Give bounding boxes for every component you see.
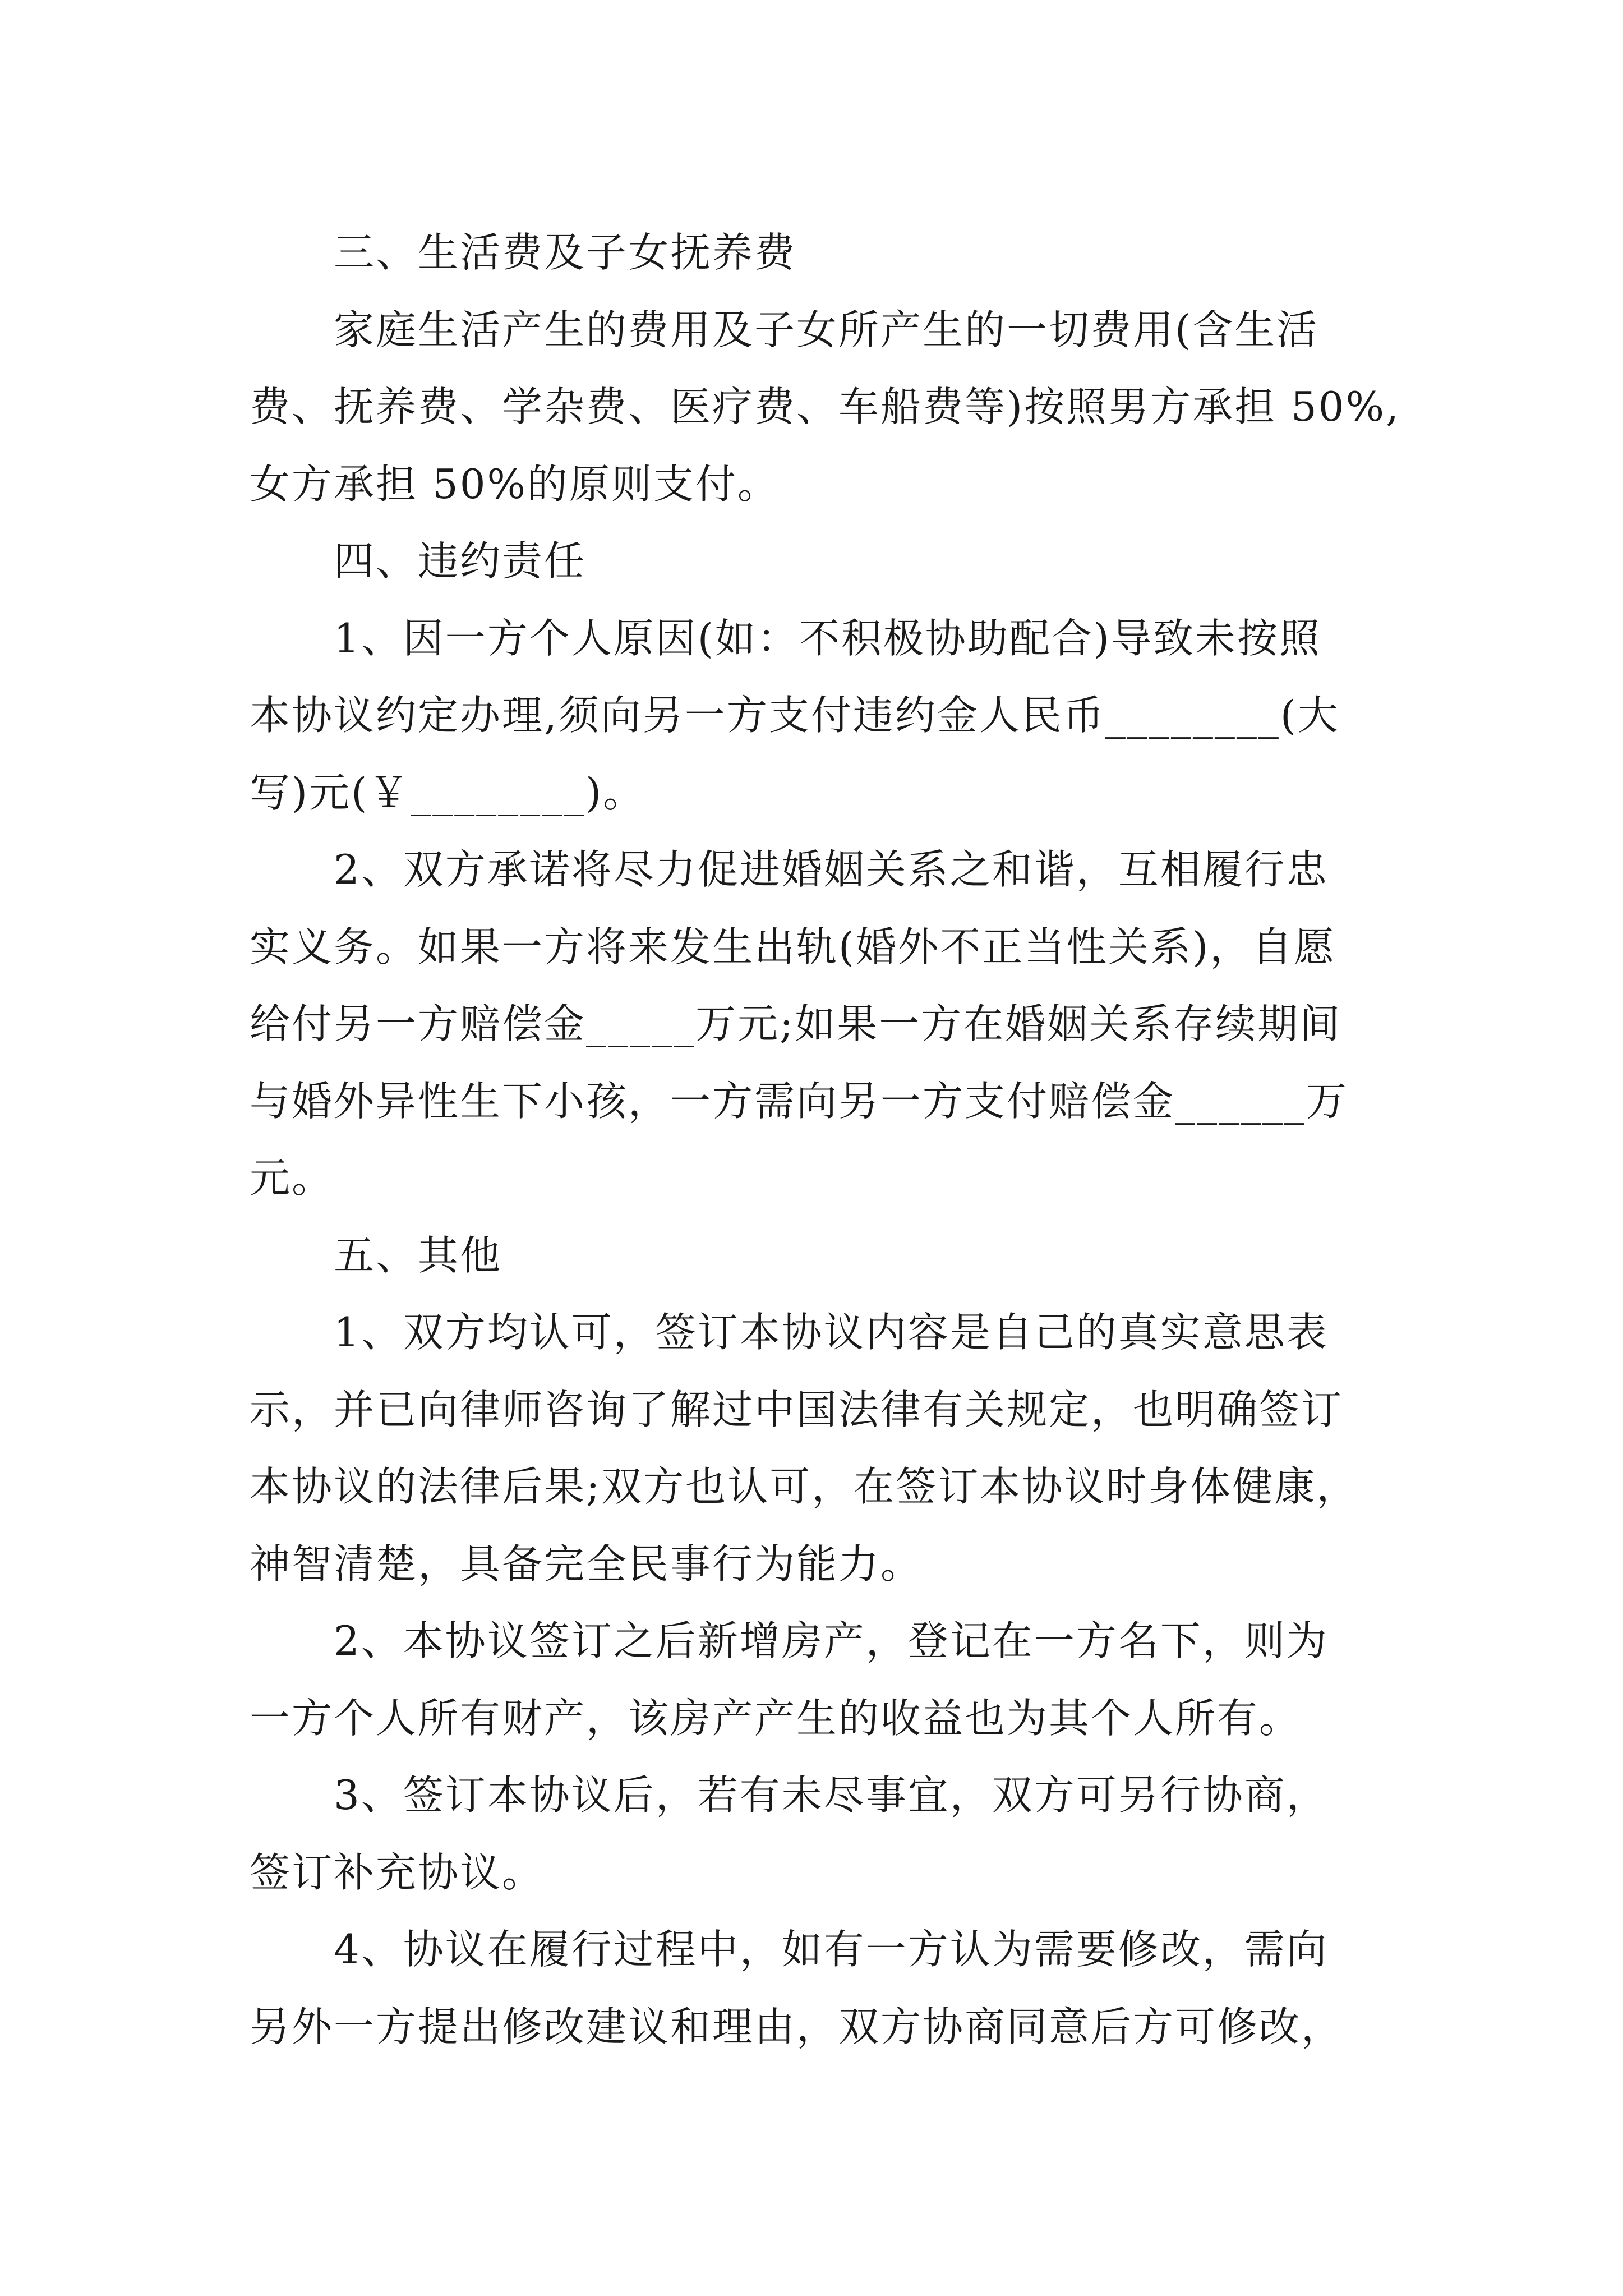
- section-heading-5: 五、其他: [334, 1231, 502, 1279]
- paragraph-line: 4、协议在履行过程中，如有一方认为需要修改，需向: [334, 1926, 1329, 1973]
- paragraph-line: 家庭生活产生的费用及子女所产生的一切费用(含生活: [334, 306, 1319, 353]
- paragraph-line: 2、本协议签订之后新增房产，登记在一方名下，则为: [334, 1617, 1329, 1664]
- paragraph-line: 1、因一方个人原因(如：不积极协助配合)导致未按照: [334, 614, 1321, 662]
- section-heading-4: 四、违约责任: [334, 537, 587, 585]
- paragraph-line: 示，并已向律师咨询了解过中国法律有关规定，也明确签订: [250, 1386, 1344, 1433]
- paragraph-line: 写)元(￥________)。: [250, 769, 645, 816]
- paragraph-line: 神智清楚，具备完全民事行为能力。: [250, 1540, 923, 1588]
- paragraph-line: 与婚外异性生下小孩，一方需向另一方支付赔偿金______万: [250, 1077, 1349, 1125]
- paragraph-line: 2、双方承诺将尽力促进婚姻关系之和谐，互相履行忠: [334, 846, 1329, 893]
- paragraph-line: 给付另一方赔偿金_____万元;如果一方在婚姻关系存续期间: [250, 1000, 1342, 1047]
- paragraph-line: 本协议约定办理,须向另一方支付违约金人民币________(大: [250, 692, 1340, 739]
- paragraph-line: 一方个人所有财产，该房产产生的收益也为其个人所有。: [250, 1694, 1302, 1742]
- paragraph-line: 3、签订本协议后，若有未尽事宜，双方可另行协商，: [334, 1772, 1329, 1819]
- paragraph-line: 本协议的法律后果;双方也认可，在签订本协议时身体健康，: [250, 1463, 1359, 1510]
- paragraph-line: 费、抚养费、学杂费、医疗费、车船费等)按照男方承担 50%,: [250, 383, 1400, 430]
- paragraph-line: 签订补充协议。: [250, 1848, 545, 1896]
- paragraph-line: 1、双方均认可，签订本协议内容是自己的真实意思表: [334, 1309, 1329, 1356]
- paragraph-line: 元。: [250, 1154, 334, 1202]
- paragraph-line: 实义务。如果一方将来发生出轨(婚外不正当性关系)，自愿: [250, 923, 1336, 970]
- section-heading-3: 三、生活费及子女抚养费: [334, 229, 797, 276]
- paragraph-line: 另外一方提出修改建议和理由，双方协商同意后方可修改，: [250, 2003, 1344, 2050]
- paragraph-line: 女方承担 50%的原则支付。: [250, 460, 780, 508]
- document-body: [250, 214, 1416, 2065]
